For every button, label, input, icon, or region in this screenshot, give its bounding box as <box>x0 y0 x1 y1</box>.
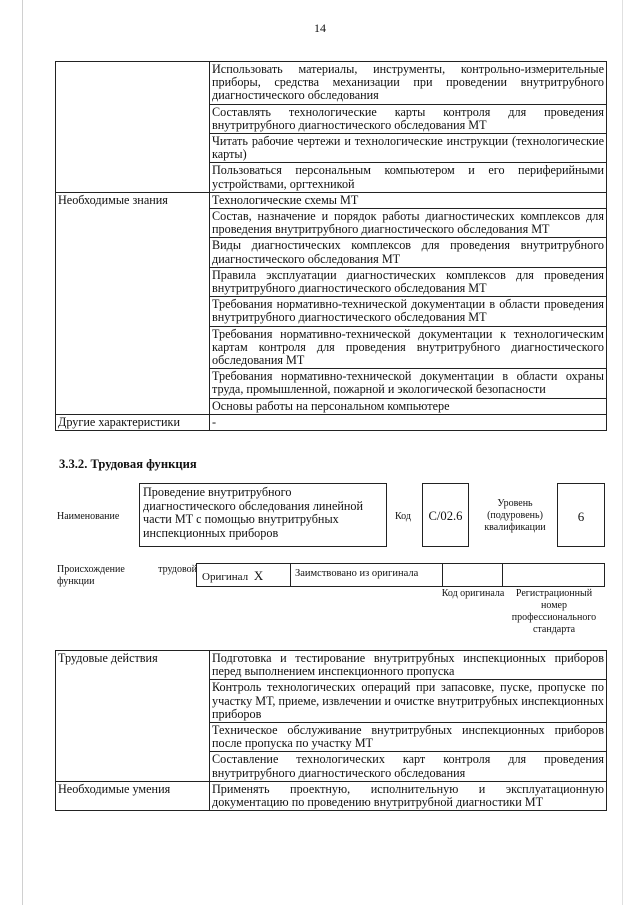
table-label-cell: Необходимые знания <box>56 192 210 414</box>
table-label-cell: Трудовые действия <box>56 651 210 782</box>
code-original-box <box>442 563 503 587</box>
table-label-cell <box>56 62 210 193</box>
table-text-cell: Применять проектную, исполнительную и эксплуатационную документацию по проведению внутритрубной диагностики МТ <box>210 781 607 810</box>
table-text-cell: Требования нормативно-технической документации к технологическим картам контроля для проведения внутритрубного диагностического обследования МТ <box>210 326 607 369</box>
table-row <box>56 62 607 105</box>
table-text-cell: Читать рабочие чертежи и технологические инструкции (технологические карты) <box>210 134 607 163</box>
level-value-box: 6 <box>557 483 605 547</box>
table-text-cell: Виды диагностических комплексов для проведения внутритрубного диагностического обследования МТ <box>210 238 607 267</box>
table-text-cell: Составление технологических карт контроля для проведения внутритрубного диагностического обследования <box>210 752 607 781</box>
function-code-box: С/02.6 <box>422 483 469 547</box>
table-text-cell: Контроль технологических операций при запасовке, пуске, пропуске по участку МТ, приеме, извлечении и очистке внутритрубных инспекционных приборов <box>210 680 607 723</box>
requirements-table-top <box>55 61 607 431</box>
table-text-cell: Техническое обслуживание внутритрубных инспекционных приборов после пропуска по участку МТ <box>210 723 607 752</box>
origin-label: Происхождение трудовой функции <box>57 564 197 587</box>
table-text-cell: - <box>210 414 607 430</box>
table-text-cell: Основы работы на персональном компьютере <box>210 398 607 414</box>
table-text-cell: Требования нормативно-технической документации в области охраны труда, промышленной, пожарной и экологической безопасности <box>210 369 607 398</box>
table-row <box>56 414 607 430</box>
original-mark: X <box>253 568 264 583</box>
code-label: Код <box>395 511 411 522</box>
registration-number-box <box>502 563 605 587</box>
section-title: 3.3.2. Трудовая функция <box>59 457 197 471</box>
table-text-cell: Пользоваться персональным компьютером и его периферийными устройствами, оргтехникой <box>210 163 607 192</box>
scan-edge-right <box>622 0 623 905</box>
registration-number-caption: Регистрационный номер профессионального стандарта <box>511 588 597 635</box>
table-label-cell: Другие характеристики <box>56 414 210 430</box>
borrowed-box: Заимствовано из оригинала <box>290 563 443 587</box>
code-original-caption: Код оригинала <box>441 588 505 599</box>
table-text-cell: Требования нормативно-технической документации в области проведения внутритрубного диагностического обследования МТ <box>210 297 607 326</box>
table-row <box>56 651 607 680</box>
level-label: Уровень (подуровень) квалификации <box>484 498 546 533</box>
table-text-cell: Составлять технологические карты контроля для проведения внутритрубного диагностического обследования МТ <box>210 104 607 133</box>
table-text-cell: Правила эксплуатации диагностических комплексов для проведения внутритрубного диагностического обследования МТ <box>210 267 607 296</box>
table-row <box>56 781 607 810</box>
table-text-cell: Состав, назначение и порядок работы диагностических комплексов для проведения внутритрубного диагностического обследования МТ <box>210 209 607 238</box>
scan-edge-left <box>22 0 23 905</box>
original-box <box>196 563 291 587</box>
function-name-box: Проведение внутритрубного диагностического обследования линейной части МТ с помощью внутритрубных инспекционных приборов <box>139 483 387 547</box>
table-label-cell: Необходимые умения <box>56 781 210 810</box>
table-text-cell: Использовать материалы, инструменты, контрольно-измерительные приборы, средства механизации при проведении внутритрубного диагностического обследования <box>210 62 607 105</box>
table-text-cell: Подготовка и тестирование внутритрубных инспекционных приборов перед выполнением инспекционного пропуска <box>210 651 607 680</box>
page-number: 14 <box>314 21 326 35</box>
table-row <box>56 192 607 208</box>
name-label: Наименование <box>57 511 120 522</box>
original-label: Оригинал <box>202 571 249 583</box>
requirements-table-bottom <box>55 650 607 811</box>
table-text-cell: Технологические схемы МТ <box>210 192 607 208</box>
